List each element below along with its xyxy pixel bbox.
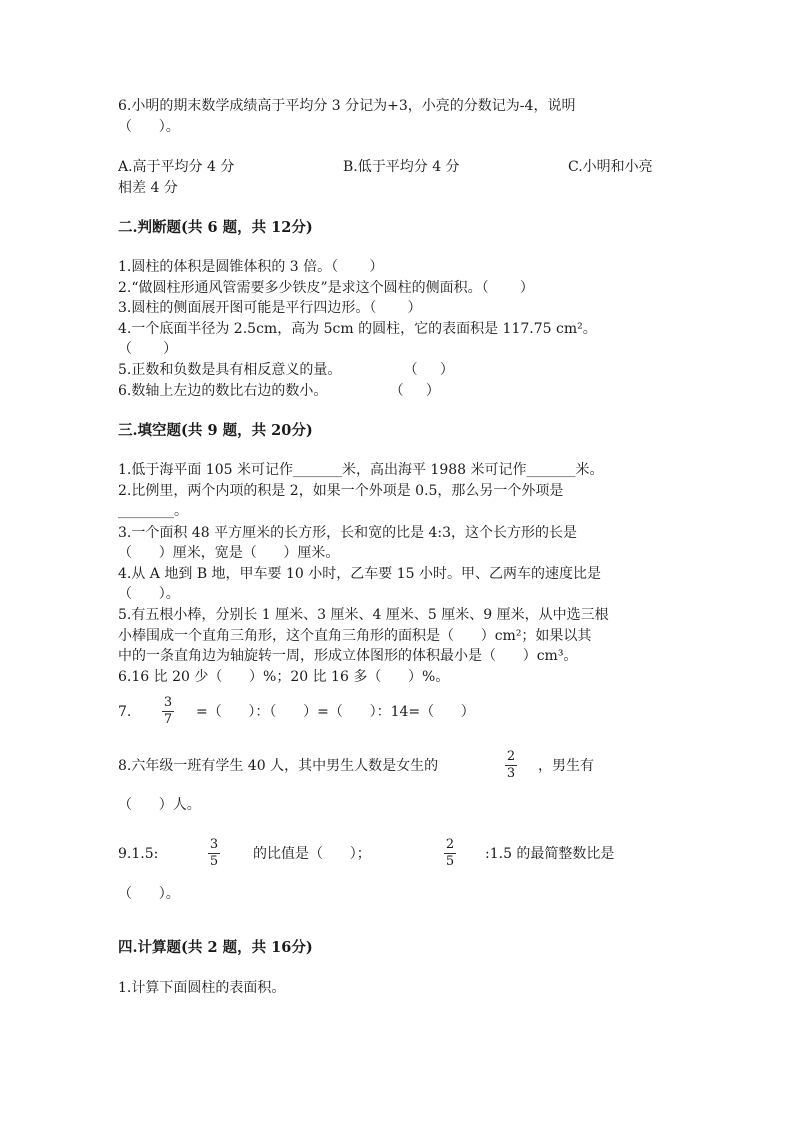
fill-line: （ ）厘米，宽是（ ）厘米。 bbox=[118, 545, 340, 561]
question-8-line2: （ ）人。 bbox=[118, 797, 201, 813]
option-b: B.低于平均分 4 分 bbox=[343, 159, 460, 175]
section-heading-calculation: 四.计算题(共 2 题，共 16分) bbox=[118, 939, 313, 956]
judgment-line: 2.“做圆柱形通风管需要多少铁皮”是求这个圆柱的侧面积。（ ） bbox=[118, 280, 534, 296]
judgment-line: 1.圆柱的体积是圆锥体积的 3 倍。（ ） bbox=[118, 259, 384, 275]
calculation-question-1: 1.计算下面圆柱的表面积。 bbox=[118, 980, 286, 996]
fraction-denominator: 5 bbox=[209, 854, 219, 869]
fraction-2-5 bbox=[442, 838, 458, 869]
question-9-line2: （ ）。 bbox=[118, 886, 180, 902]
fraction-numerator: 3 bbox=[209, 837, 219, 852]
judgment-line: 4.一个底面半径为 2.5cm，高为 5cm 的圆柱，它的表面积是 117.75 cm²。 bbox=[118, 321, 597, 337]
question-6-line2: （ ）。 bbox=[118, 119, 180, 135]
question-8-after: ，男生有 bbox=[538, 758, 594, 774]
fill-line: 5.有五根小棒，分别长 1 厘米、3 厘米、4 厘米、5 厘米、9 厘米，从中选三根 bbox=[118, 607, 609, 623]
fill-line: 1.低于海平面 105 米可记作_______米，高出海平 1988 米可记作_______米。 bbox=[118, 462, 604, 478]
fraction-denominator: 5 bbox=[445, 854, 455, 869]
fill-line: 6.16 比 20 少（ ）%；20 比 16 多（ ）%。 bbox=[118, 669, 450, 685]
question-8-text: 8.六年级一班有学生 40 人，其中男生人数是女生的 bbox=[118, 758, 439, 774]
question-7-text: =（ ）：（ ）=（ ）：14=（ ） bbox=[196, 704, 475, 720]
fill-line: 小棒围成一个直角三角形，这个直角三角形的面积是（ ）cm²；如果以其 bbox=[118, 628, 592, 644]
fill-line: （ ）。 bbox=[118, 586, 180, 602]
fraction-numerator: 2 bbox=[445, 837, 455, 852]
option-c-continued: 相差 4 分 bbox=[118, 180, 178, 196]
section-heading-judgment: 二.判断题(共 6 题，共 12分) bbox=[118, 219, 313, 236]
question-7-label: 7. bbox=[118, 704, 132, 720]
fraction-3-5 bbox=[206, 838, 222, 869]
question-9-end: :1.5 的最简整数比是 bbox=[485, 846, 615, 862]
fill-line: 3.一个面积 48 平方厘米的长方形，长和宽的比是 4:3，这个长方形的长是 bbox=[118, 525, 578, 541]
fraction-denominator: 7 bbox=[163, 712, 173, 727]
fill-line: 2.比例里，两个内项的积是 2，如果一个外项是 0.5，那么另一个外项是 bbox=[118, 483, 564, 499]
option-a: A.高于平均分 4 分 bbox=[118, 159, 235, 175]
question-9-mid: 的比值是（ ）； bbox=[253, 846, 371, 862]
judgment-line: 6.数轴上左边的数比右边的数小。 （ ） bbox=[118, 383, 440, 399]
fraction-numerator: 3 bbox=[163, 695, 173, 710]
question-9-label: 9.1.5: bbox=[118, 846, 159, 862]
judgment-line: （ ） bbox=[118, 341, 178, 357]
fraction-denominator: 3 bbox=[506, 766, 516, 781]
question-6-line1: 6.小明的期末数学成绩高于平均分 3 分记为+3，小亮的分数记为-4，说明 bbox=[118, 98, 576, 114]
judgment-line: 5.正数和负数是具有相反意义的量。 （ ） bbox=[118, 362, 454, 378]
fill-line: 4.从 A 地到 B 地，甲车要 10 小时，乙车要 15 小时。甲、乙两车的速度比是 bbox=[118, 566, 601, 582]
fill-line: 中的一条直角边为轴旋转一周，形成立体图形的体积最小是（ ）cm³。 bbox=[118, 648, 578, 664]
option-c: C.小明和小亮 bbox=[568, 159, 653, 175]
judgment-line: 3.圆柱的侧面展开图可能是平行四边形。（ ） bbox=[118, 300, 422, 316]
fraction-2-3 bbox=[503, 750, 519, 781]
fraction-numerator: 2 bbox=[506, 749, 516, 764]
fill-line: ________。 bbox=[118, 503, 188, 519]
fraction-3-7 bbox=[160, 696, 176, 727]
section-heading-fill-in: 三.填空题(共 9 题，共 20分) bbox=[118, 422, 313, 439]
